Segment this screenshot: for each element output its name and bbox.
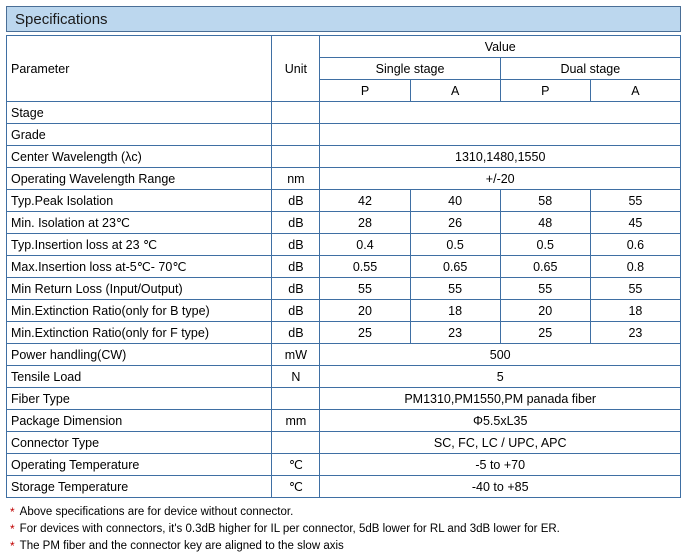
cell-unit — [272, 146, 320, 168]
table-row-grade-label — [7, 124, 681, 146]
cell-value: 18 — [410, 300, 500, 322]
cell-value: 0.8 — [590, 256, 680, 278]
header-single-p: P — [320, 80, 410, 102]
cell-value: 0.5 — [500, 234, 590, 256]
cell-value: 18 — [590, 300, 680, 322]
cell-parameter: Typ.Peak Isolation — [7, 190, 272, 212]
table-row — [7, 432, 681, 454]
table-row — [7, 256, 681, 278]
cell-value: 26 — [410, 212, 500, 234]
header-single-stage: Single stage — [320, 58, 500, 80]
header-dual-p: P — [500, 80, 590, 102]
cell-value: 0.65 — [500, 256, 590, 278]
cell-value: 55 — [320, 278, 410, 300]
table-row — [7, 212, 681, 234]
cell-value: 55 — [590, 278, 680, 300]
cell-unit: mW — [272, 344, 320, 366]
asterisk-icon: * — [10, 505, 15, 519]
cell-value: 20 — [500, 300, 590, 322]
cell-value: 0.55 — [320, 256, 410, 278]
row-unit-stage — [272, 102, 320, 124]
table-row — [7, 278, 681, 300]
cell-value: 23 — [410, 322, 500, 344]
cell-parameter: Connector Type — [7, 432, 272, 454]
row-unit-grade — [272, 124, 320, 146]
table-row — [7, 300, 681, 322]
cell-parameter: Min Return Loss (Input/Output) — [7, 278, 272, 300]
cell-value: 58 — [500, 190, 590, 212]
cell-parameter: Min.Extinction Ratio(only for B type) — [7, 300, 272, 322]
table-row-stage-label — [7, 102, 681, 124]
table-row — [7, 168, 681, 190]
cell-value: 40 — [410, 190, 500, 212]
header-value: Value — [320, 36, 681, 58]
footnote-2-text: For devices with connectors, it's 0.3dB higher for IL per connector, 5dB lower for RL and 3dB lower for ER. — [19, 523, 560, 535]
cell-parameter: Tensile Load — [7, 366, 272, 388]
table-row — [7, 344, 681, 366]
cell-value: 55 — [590, 190, 680, 212]
cell-value-merged: 1310,1480,1550 — [320, 146, 681, 168]
cell-value-merged: -40 to +85 — [320, 476, 681, 498]
table-header-row — [7, 36, 681, 58]
cell-value-merged: SC, FC, LC / UPC, APC — [320, 432, 681, 454]
header-single-a: A — [410, 80, 500, 102]
table-row — [7, 366, 681, 388]
header-dual-a: A — [590, 80, 680, 102]
cell-value: 28 — [320, 212, 410, 234]
footnote-3-text: The PM fiber and the connector key are aligned to the slow axis — [19, 540, 344, 552]
header-parameter: Parameter — [7, 36, 272, 102]
cell-value: 25 — [500, 322, 590, 344]
cell-unit: dB — [272, 190, 320, 212]
row-label-grade: Grade — [7, 124, 272, 146]
cell-value: 0.5 — [410, 234, 500, 256]
cell-unit: ℃ — [272, 476, 320, 498]
row-label-stage: Stage — [7, 102, 272, 124]
cell-value: 55 — [500, 278, 590, 300]
cell-parameter: Operating Wavelength Range — [7, 168, 272, 190]
cell-unit: ℃ — [272, 454, 320, 476]
footnotes — [6, 505, 681, 554]
cell-parameter: Fiber Type — [7, 388, 272, 410]
table-row — [7, 146, 681, 168]
cell-unit — [272, 388, 320, 410]
cell-value-merged: +/-20 — [320, 168, 681, 190]
table-row — [7, 388, 681, 410]
specifications-table — [6, 35, 681, 498]
header-unit: Unit — [272, 36, 320, 102]
row-value-stage — [320, 102, 681, 124]
cell-unit — [272, 432, 320, 454]
table-row — [7, 234, 681, 256]
cell-value-merged: PM1310,PM1550,PM panada fiber — [320, 388, 681, 410]
cell-unit: dB — [272, 278, 320, 300]
cell-value-merged: -5 to +70 — [320, 454, 681, 476]
cell-unit: dB — [272, 256, 320, 278]
page-title: Specifications — [15, 10, 108, 28]
cell-value: 42 — [320, 190, 410, 212]
cell-value: 25 — [320, 322, 410, 344]
cell-parameter: Power handling(CW) — [7, 344, 272, 366]
cell-value: 55 — [410, 278, 500, 300]
table-row — [7, 476, 681, 498]
cell-unit: nm — [272, 168, 320, 190]
cell-value: 0.6 — [590, 234, 680, 256]
cell-parameter: Operating Temperature — [7, 454, 272, 476]
asterisk-icon: * — [10, 539, 15, 553]
cell-parameter: Min. Isolation at 23℃ — [7, 212, 272, 234]
cell-parameter: Package Dimension — [7, 410, 272, 432]
cell-parameter: Storage Temperature — [7, 476, 272, 498]
specifications-title-bar — [6, 6, 681, 32]
cell-unit: dB — [272, 212, 320, 234]
table-row — [7, 190, 681, 212]
cell-parameter: Typ.Insertion loss at 23 ℃ — [7, 234, 272, 256]
cell-parameter: Max.Insertion loss at-5℃- 70℃ — [7, 256, 272, 278]
cell-unit: dB — [272, 234, 320, 256]
cell-value: 0.65 — [410, 256, 500, 278]
cell-value: 20 — [320, 300, 410, 322]
cell-value: 45 — [590, 212, 680, 234]
cell-value: 48 — [500, 212, 590, 234]
cell-value-merged: 5 — [320, 366, 681, 388]
footnote-2 — [10, 522, 681, 537]
cell-unit: N — [272, 366, 320, 388]
asterisk-icon: * — [10, 522, 15, 536]
cell-unit: mm — [272, 410, 320, 432]
cell-value: 0.4 — [320, 234, 410, 256]
cell-unit: dB — [272, 300, 320, 322]
table-row — [7, 454, 681, 476]
header-dual-stage: Dual stage — [500, 58, 680, 80]
specifications-table-body — [7, 36, 681, 498]
cell-parameter: Center Wavelength (λc) — [7, 146, 272, 168]
footnote-3 — [10, 539, 681, 554]
cell-parameter: Min.Extinction Ratio(only for F type) — [7, 322, 272, 344]
table-row — [7, 322, 681, 344]
footnote-1-text: Above specifications are for device without connector. — [19, 506, 294, 518]
cell-value-merged: 500 — [320, 344, 681, 366]
cell-value-merged: Φ5.5xL35 — [320, 410, 681, 432]
row-value-grade — [320, 124, 681, 146]
cell-unit: dB — [272, 322, 320, 344]
table-row — [7, 410, 681, 432]
cell-value: 23 — [590, 322, 680, 344]
footnote-1 — [10, 505, 681, 520]
